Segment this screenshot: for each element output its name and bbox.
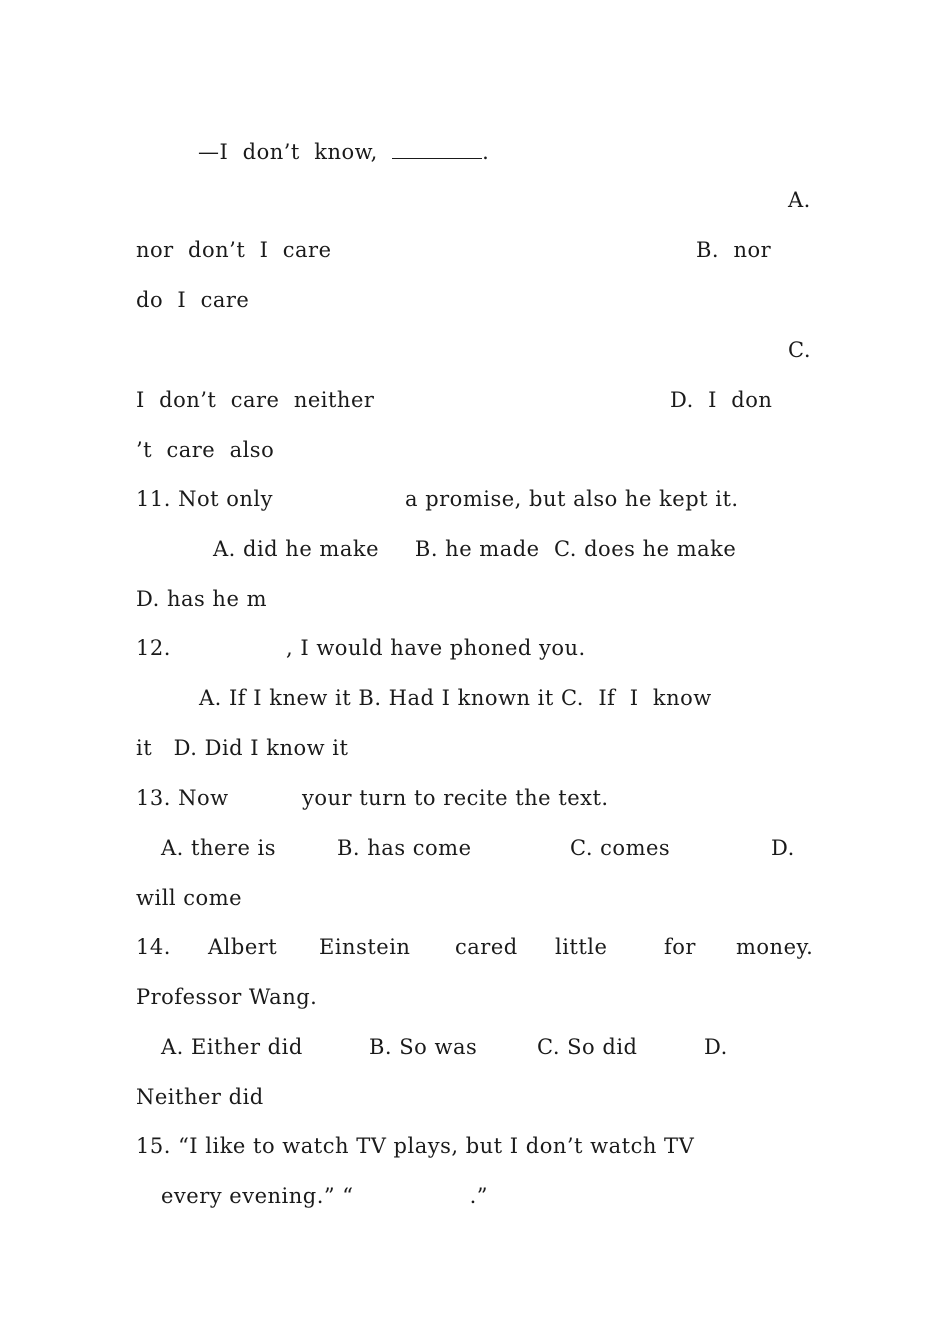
q10-option-a-letter: A. [788,188,811,212]
q14-stem-number: 14. [136,935,171,959]
q11-options-cont: D. has he m [136,587,267,611]
q12-stem-number: 12. [136,636,171,660]
q12-stem-text: , I would have phoned you. [286,636,586,660]
q11-options: A. did he make B. he made C. does he make [213,537,737,561]
q10-option-c-letter: C. [788,338,811,362]
q10-option-b-letter: B. nor [696,238,772,262]
q14-option-c: C. So did [537,1035,638,1059]
q13-option-a: A. there is [161,836,277,860]
q14-options-cont: Neither did [136,1085,264,1109]
q13-stem-start: 13. Now [136,786,229,810]
q15-stem: 15. “I like to watch TV plays, but I don’t watch TV [136,1134,695,1158]
q10-option-d-letter: D. I don [670,388,773,412]
q10-option-b-text: do I care [136,288,250,312]
q10-option-c-text: I don’t care neither [136,388,375,412]
q10-answer-blank [392,140,482,159]
q11-stem-end: a promise, but also he kept it. [405,487,739,511]
q14-stem-word: money. [736,935,814,959]
q10-option-d-text: ’t care also [136,438,275,462]
q12-options-cont: it D. Did I know it [136,736,349,760]
q13-option-b: B. has come [337,836,472,860]
q10-answer-pre: —I don’t know, [198,140,393,164]
q13-option-d: D. [771,836,795,860]
q15-stem-cont-pre: every evening.” “ [161,1184,354,1208]
q10-answer-post: . [482,140,490,164]
q12-options: A. If I knew it B. Had I known it C. If I know [199,686,712,710]
q14-stem-word: cared [455,935,518,959]
q11-stem-start: 11. Not only [136,487,273,511]
q14-stem-word: Einstein [319,935,411,959]
q13-options-cont: will come [136,886,243,910]
q14-stem-word: Albert [208,935,278,959]
q15-stem-cont [161,1186,488,1207]
q14-stem-cont: Professor Wang. [136,985,318,1009]
q13-option-c: C. comes [570,836,671,860]
q10-answer-line [198,140,489,163]
q14-stem-word: for [664,935,696,959]
q15-stem-cont-post: .” [469,1184,488,1208]
q14-option-d: D. [704,1035,728,1059]
q13-stem-end: your turn to recite the text. [302,786,609,810]
q14-option-a: A. Either did [161,1035,303,1059]
q14-option-b: B. So was [369,1035,478,1059]
q10-option-a-text: nor don’t I care [136,238,332,262]
q14-stem-word: little [555,935,608,959]
